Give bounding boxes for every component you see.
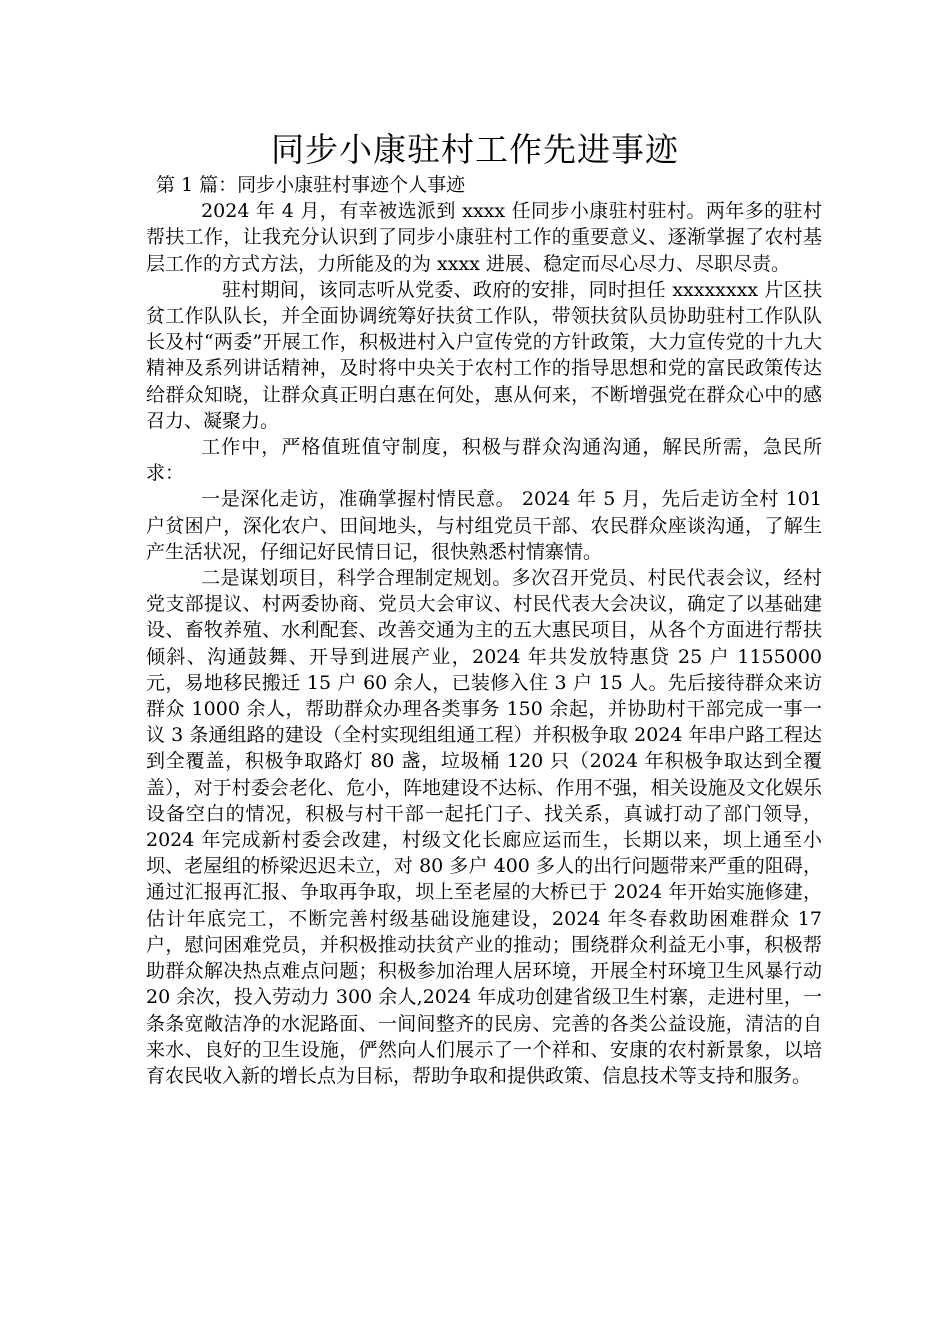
document-body bbox=[146, 172, 822, 1089]
paragraph-intro: 2024 年 4 月，有幸被选派到 xxxx 任同步小康驻村驻村。两年多的驻村帮扶工作，让我充分认识到了同步小康驻村工作的重要意义、逐渐掌握了农村基层工作的方式方法，力所能及的为 xxxx 进展、稳定而尽心尽力、尽职尽责。 bbox=[146, 200, 822, 275]
chapter-heading: 第 1 篇：同步小康驻村事迹个人事迹 bbox=[156, 174, 466, 196]
paragraph-visits: 一是深化走访，准确掌握村情民意。 2024 年 5 月，先后走访全村 101 户贫困户，深化农户、田间地头，与村组党员干部、农民群众座谈沟通，了解生产生活状况，仔细记好民情日记，很快熟悉村情寨情。 bbox=[146, 488, 822, 563]
paragraph-projects: 二是谋划项目，科学合理制定规划。多次召开党员、村民代表会议，经村党支部提议、村两委协商、党员大会审议、村民代表大会决议，确定了以基础建设、畜牧养殖、水利配套、改善交通为主的五大惠民项目，从各个方面进行帮扶倾斜、沟通鼓舞、开导到进展产业，2024 年共发放特惠贷 25 户 1155000 元，易地移民搬迁 15 户 60 余人，已装修入住 3 户 15 人。先后接待群众来访群众 1000 余人，帮助群众办理各类事务 150 余起，并协助村干部完成一事一议 3 条通组路的建设（全村实现组组通工程）并积极争取 2024 年串户路工程达到全覆盖，积极争取路灯 80 盏，垃圾桶 120 只（2024 年积极争取达到全覆盖），对于村委会老化、危小，阵地建设不达标、作用不强，相关设施及文化娱乐设备空白的情况，积极与村干部一起托门子、找关系，真诚打动了部门领导，2024 年完成新村委会改建，村级文化长廊应运而生，长期以来，坝上通至小坝、老屋组的桥梁迟迟未立，对 80 多户 400 多人的出行问题带来严重的阻碍，通过汇报再汇报、争取再争取，坝上至老屋的大桥已于 2024 年开始实施修建，估计年底完工，不断完善村级基础设施建设，2024 年冬春救助困难群众 17 户，慰问困难党员，并积极推动扶贫产业的推动；围绕群众利益无小事，积极帮助群众解决热点难点问题；积极参加治理人居环境，开展全村环境卫生风暴行动 20 余次，投入劳动力 300 余人,2024 年成功创建省级卫生村寨，走进村里，一条条宽敞洁净的水泥路面、一间间整齐的民房、完善的各类公益设施，清洁的自来水、良好的卫生设施，俨然向人们展示了一个祥和、安康的农村新景象，以培育农民收入新的增长点为目标，帮助争取和提供政策、信息技术等支持和服务。 bbox=[146, 567, 822, 1087]
document-title: 同步小康驻村工作先进事迹 bbox=[271, 130, 679, 169]
paragraph-work: 工作中，严格值班值守制度，积极与群众沟通沟通，解民所需，急民所求： bbox=[146, 436, 822, 485]
paragraph-duties: 驻村期间，该同志听从党委、政府的安排，同时担任 xxxxxxxx 片区扶贫工作队队长，并全面协调统筹好扶贫工作队，带领扶贫队员协助驻村工作队队长及村“两委”开展工作，积极进村入户宣传党的方针政策，大力宣传党的十九大精神及系列讲话精神，及时将中央关于农村工作的指导思想和党的富民政策传达给群众知晓，让群众真正明白惠在何处，惠从何来，不断增强党在群众心中的感召力、凝聚力。 bbox=[146, 278, 822, 432]
